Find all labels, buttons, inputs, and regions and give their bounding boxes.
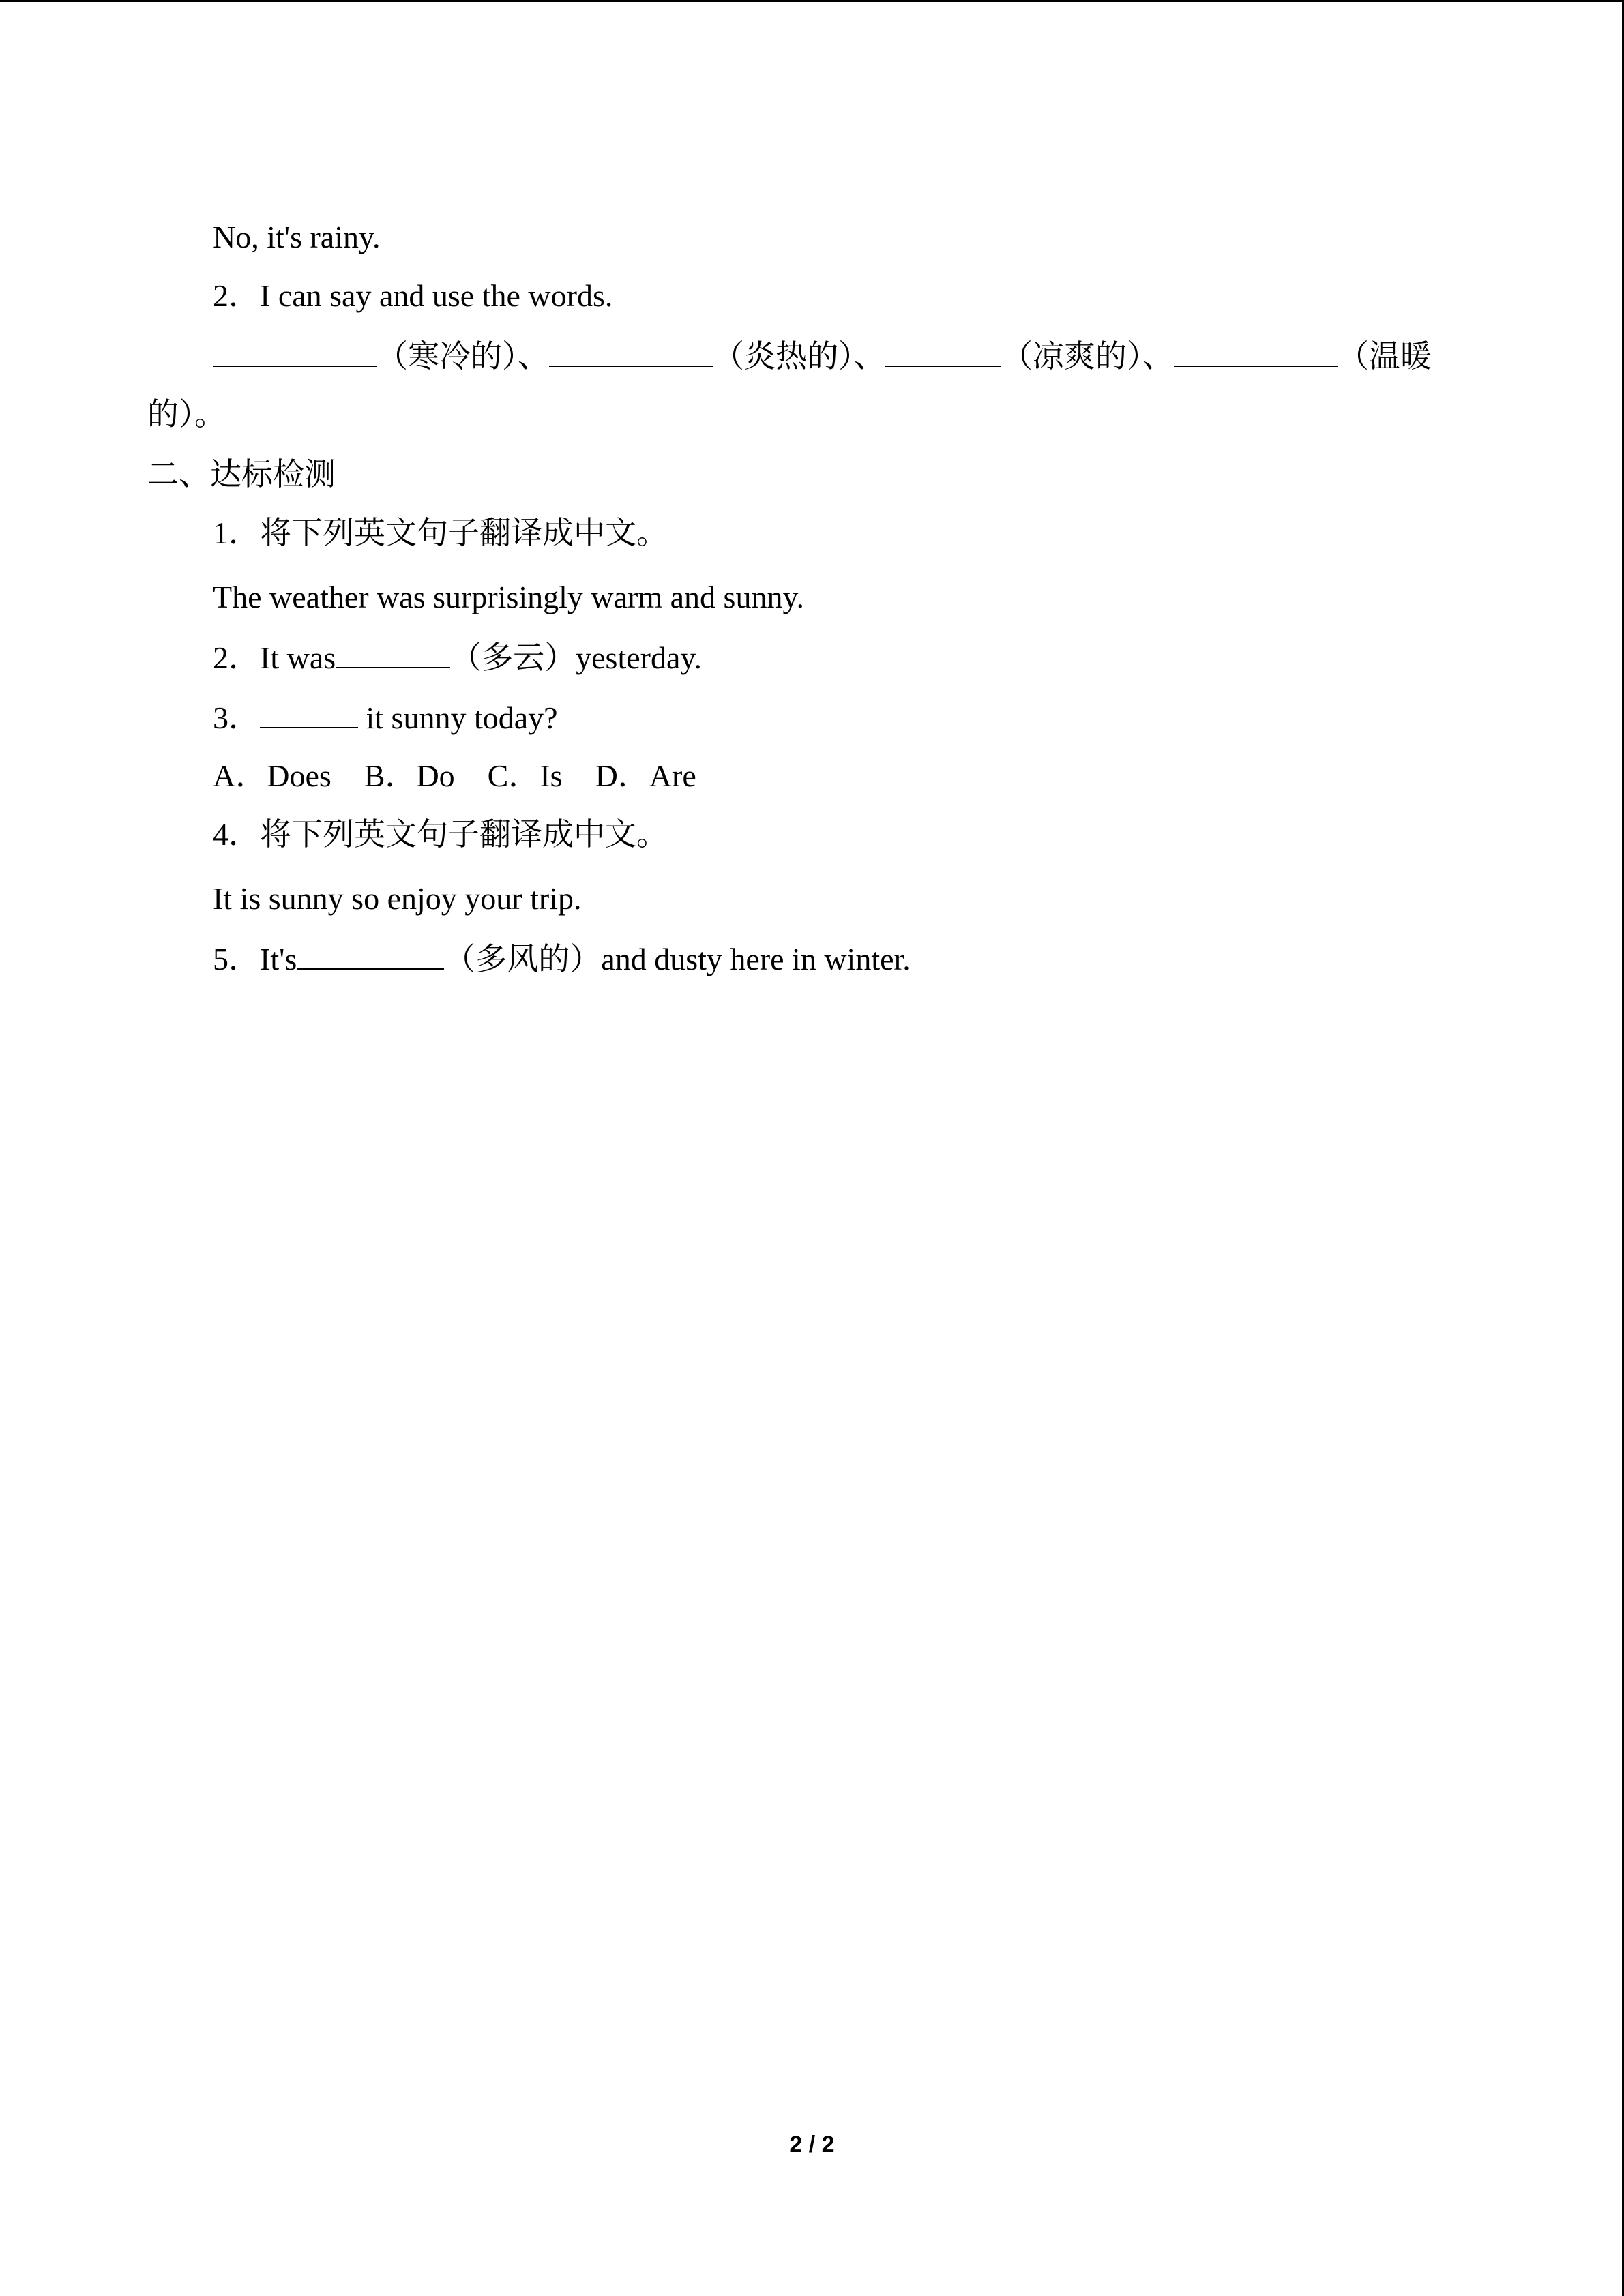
option-b[interactable]: B．Do <box>364 758 455 793</box>
answer-text: No, it's rainy. <box>213 220 381 254</box>
question-2 <box>213 636 702 679</box>
item-2-text: 2．I can say and use the words. <box>213 278 613 313</box>
question-1-sentence-text: The weather was surprisingly warm and sunny. <box>213 580 804 614</box>
question-3 <box>213 696 558 739</box>
word-blanks-line <box>213 334 1432 377</box>
hint-warm-cont: 的）。 <box>147 397 226 432</box>
option-d[interactable]: D．Are <box>595 758 696 793</box>
word-blanks-continuation <box>147 394 226 435</box>
question-5-hint: （多风的） <box>444 942 602 976</box>
question-4-text: 4．将下列英文句子翻译成中文。 <box>213 817 668 852</box>
question-2-blank[interactable] <box>336 636 450 668</box>
section-2-heading <box>147 454 336 495</box>
question-3-options <box>213 756 696 796</box>
question-3-num: 3． <box>213 700 260 735</box>
option-a[interactable]: A．Does <box>213 758 331 793</box>
option-c[interactable]: C．Is <box>487 758 563 793</box>
blank-cold[interactable] <box>213 334 377 367</box>
question-4-sentence-text: It is sunny so enjoy your trip. <box>213 881 582 916</box>
blank-warm[interactable] <box>1174 334 1338 367</box>
question-5-pre: 5．It's <box>213 942 297 976</box>
item-2-label <box>213 275 612 316</box>
question-2-hint: （多云） <box>450 640 576 675</box>
blank-hot[interactable] <box>549 334 713 367</box>
question-1-sentence <box>213 577 804 618</box>
hint-warm: （温暖 <box>1338 339 1432 374</box>
answer-line <box>213 217 381 258</box>
blank-cool[interactable] <box>885 334 1001 367</box>
question-4-label <box>213 814 668 855</box>
question-5-post: and dusty here in winter. <box>601 942 911 976</box>
question-4-sentence <box>213 878 581 919</box>
question-5 <box>213 937 911 980</box>
question-3-post: it sunny today? <box>358 700 558 735</box>
section-2-title: 二、达标检测 <box>147 457 336 492</box>
page-number: 2 / 2 <box>789 2132 835 2158</box>
top-border <box>0 0 1624 2</box>
question-5-blank[interactable] <box>297 937 444 970</box>
hint-hot: （炎热的）、 <box>713 339 885 374</box>
hint-cool: （凉爽的）、 <box>1001 339 1174 374</box>
question-2-post: yesterday. <box>576 640 702 675</box>
question-1-label <box>213 513 668 554</box>
hint-cold: （寒冷的）、 <box>377 339 549 374</box>
question-1-text: 1．将下列英文句子翻译成中文。 <box>213 516 668 550</box>
question-3-blank[interactable] <box>260 696 358 728</box>
question-2-pre: 2．It was <box>213 640 336 675</box>
